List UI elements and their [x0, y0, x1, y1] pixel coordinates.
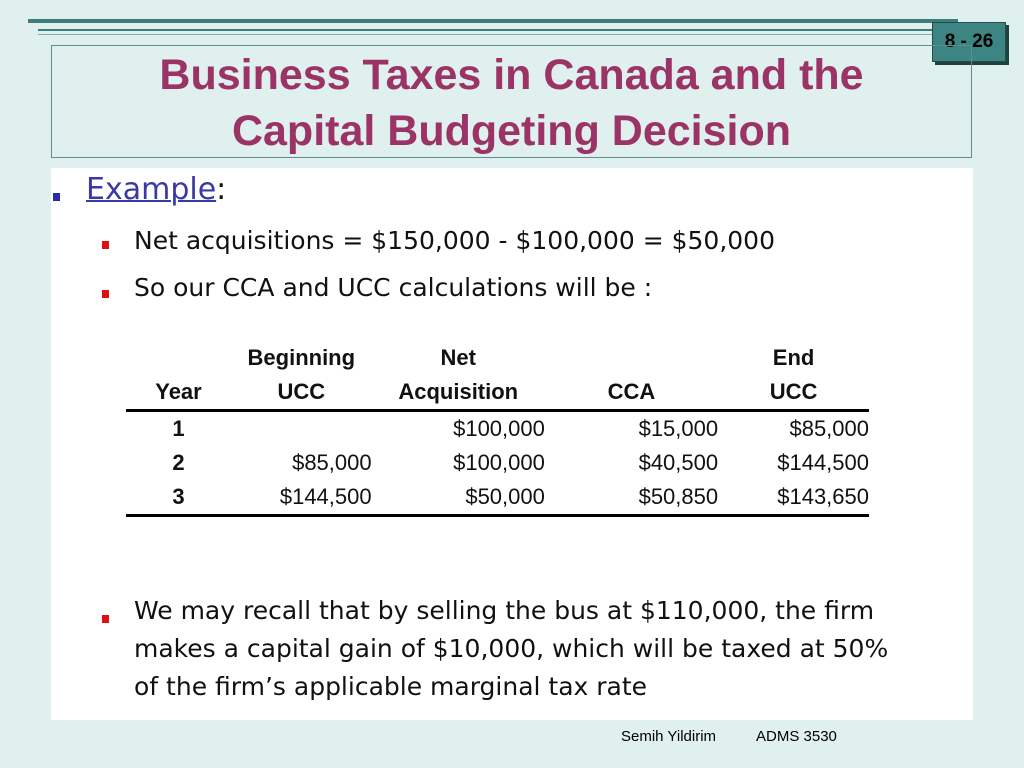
table-row	[126, 446, 869, 480]
slide-title	[51, 47, 972, 159]
bullet-square-icon	[102, 241, 109, 249]
header-cell: Year	[126, 375, 231, 411]
table-header-row	[126, 341, 869, 375]
header-cell: Beginning	[247, 345, 356, 370]
note-line-1: We may recall that by selling the bus at $110,000, the firm	[134, 596, 875, 625]
table-cell: $85,000	[292, 450, 372, 475]
table-cell: $144,500	[231, 480, 372, 516]
footer-course: ADMS 3530	[756, 728, 837, 745]
example-label: Example	[86, 172, 217, 207]
table-header-row	[126, 375, 869, 411]
note-line-2: makes a capital gain of $10,000, which will be taxed at 50%	[134, 634, 889, 663]
table-cell: $100,000	[453, 450, 545, 475]
bullet-square-icon	[102, 290, 109, 298]
header-cell: CCA	[545, 375, 718, 411]
top-rule-light	[38, 34, 958, 35]
table-cell: 2	[172, 450, 185, 475]
example-heading	[86, 172, 226, 207]
table-row	[126, 480, 869, 516]
table-cell: $50,850	[545, 480, 718, 516]
header-cell: UCC	[718, 375, 869, 411]
bullet-square-icon	[53, 193, 60, 201]
header-cell: Net	[440, 345, 476, 370]
table-cell: $40,500	[638, 450, 719, 475]
bullet-square-icon	[102, 615, 109, 623]
header-cell: UCC	[231, 375, 372, 411]
title-line-2: Capital Budgeting Decision	[231, 107, 792, 155]
table-cell: 3	[126, 480, 231, 516]
table-row	[126, 411, 869, 447]
table-cell: $85,000	[789, 416, 869, 441]
cca-ucc-table	[126, 341, 869, 517]
table-cell: $15,000	[638, 416, 719, 441]
table-cell: 1	[172, 416, 185, 441]
header-cell: Acquisition	[372, 375, 545, 411]
note-line-3: of the firm’s applicable marginal tax rate	[134, 672, 648, 701]
top-rule-thin	[38, 29, 958, 31]
top-rule-thick	[28, 19, 958, 23]
footer-author: Semih Yildirim	[621, 728, 717, 745]
example-colon: :	[216, 172, 227, 207]
header-cell	[545, 341, 718, 375]
bullet-net-acquisitions: Net acquisitions = $150,000 - $100,000 = $50,000	[134, 226, 775, 255]
table-cell: $143,650	[718, 480, 869, 516]
table-cell: $50,000	[372, 480, 545, 516]
table-cell: $100,000	[453, 416, 545, 441]
title-line-1: Business Taxes in Canada and the	[159, 51, 864, 99]
table-cell: $144,500	[777, 450, 869, 475]
header-cell: End	[772, 345, 815, 370]
bullet-calculations: So our CCA and UCC calculations will be :	[134, 273, 653, 302]
slide-number-badge: 8 - 26	[932, 22, 1006, 62]
table-cell	[231, 411, 372, 447]
header-cell	[126, 341, 231, 375]
